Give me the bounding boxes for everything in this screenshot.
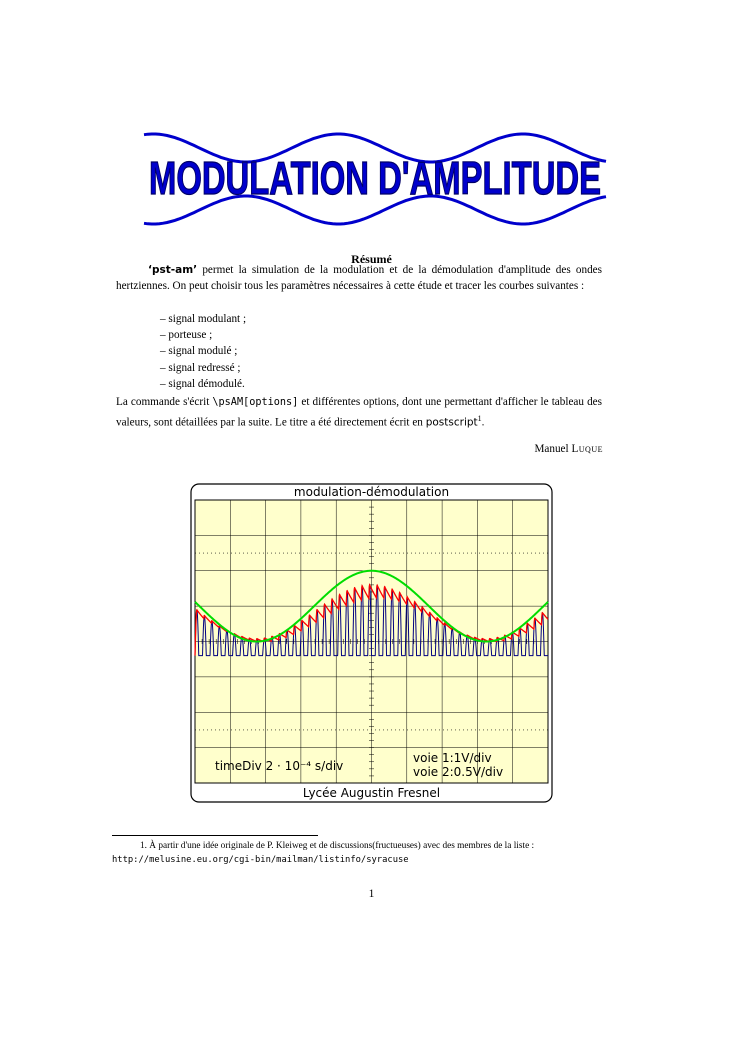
scope-footer: Lycée Augustin Fresnel: [302, 786, 441, 800]
page-number: 1: [368, 888, 375, 900]
curve-list: [160, 311, 246, 392]
author-first-name: Manuel: [534, 443, 572, 455]
package-name: ‘pst-am’: [148, 264, 198, 276]
voie1-label: voie 1:1V/div: [413, 751, 492, 765]
timediv-label: timeDiv 2 · 10⁻⁴ s/div: [215, 759, 344, 773]
title-logo: [140, 118, 610, 240]
footnote: [112, 839, 632, 867]
list-item: – signal démodulé.: [160, 376, 246, 392]
postscript-word: postscript: [425, 416, 478, 429]
abstract-paragraph-1: [116, 262, 602, 294]
footnote-mark[interactable]: 1: [477, 414, 482, 423]
list-item: – porteuse ;: [160, 327, 246, 343]
footnote-url[interactable]: http://melusine.eu.org/cgi-bin/mailman/listinfo/syracuse: [112, 855, 409, 865]
footnote-text: À partir d'une idée originale de P. Kleiweg et de discussions(fructueuses) avec des membres de la liste :: [146, 841, 535, 851]
abstract-paragraph-2: [116, 394, 602, 431]
author-last-name: Luque: [571, 443, 603, 455]
abstract-heading: Résumé: [351, 252, 392, 266]
paragraph-text: .: [481, 416, 485, 429]
list-item: – signal modulant ;: [160, 311, 246, 327]
voie2-label: voie 2:0.5V/div: [413, 765, 504, 779]
paragraph-text: La commande s'écrit: [116, 396, 213, 408]
footnote-rule: [112, 835, 318, 836]
author: [534, 443, 603, 455]
paragraph-text: et différentes options, dont une permettant d'afficher le tableau des valeurs, sont détaillées par la suite. Le titre a été directement écrit en: [116, 396, 602, 429]
command-code: \psAM[options]: [212, 397, 299, 408]
abstract-paragraph-1-text: permet la simulation de la modulation et de la démodulation d'amplitude des ondes hertziennes. On peut choisir tous les paramètres nécessaires à cette étude et tracer les courbes suivantes :: [116, 264, 602, 292]
scope-title: modulation-démodulation: [293, 485, 450, 499]
title-text: MODULATION D'AMPLITUDE: [149, 152, 601, 204]
list-item: – signal redressé ;: [160, 360, 246, 376]
oscilloscope-figure: [190, 483, 553, 803]
list-item: – signal modulé ;: [160, 343, 246, 359]
footnote-number: 1.: [140, 841, 147, 851]
